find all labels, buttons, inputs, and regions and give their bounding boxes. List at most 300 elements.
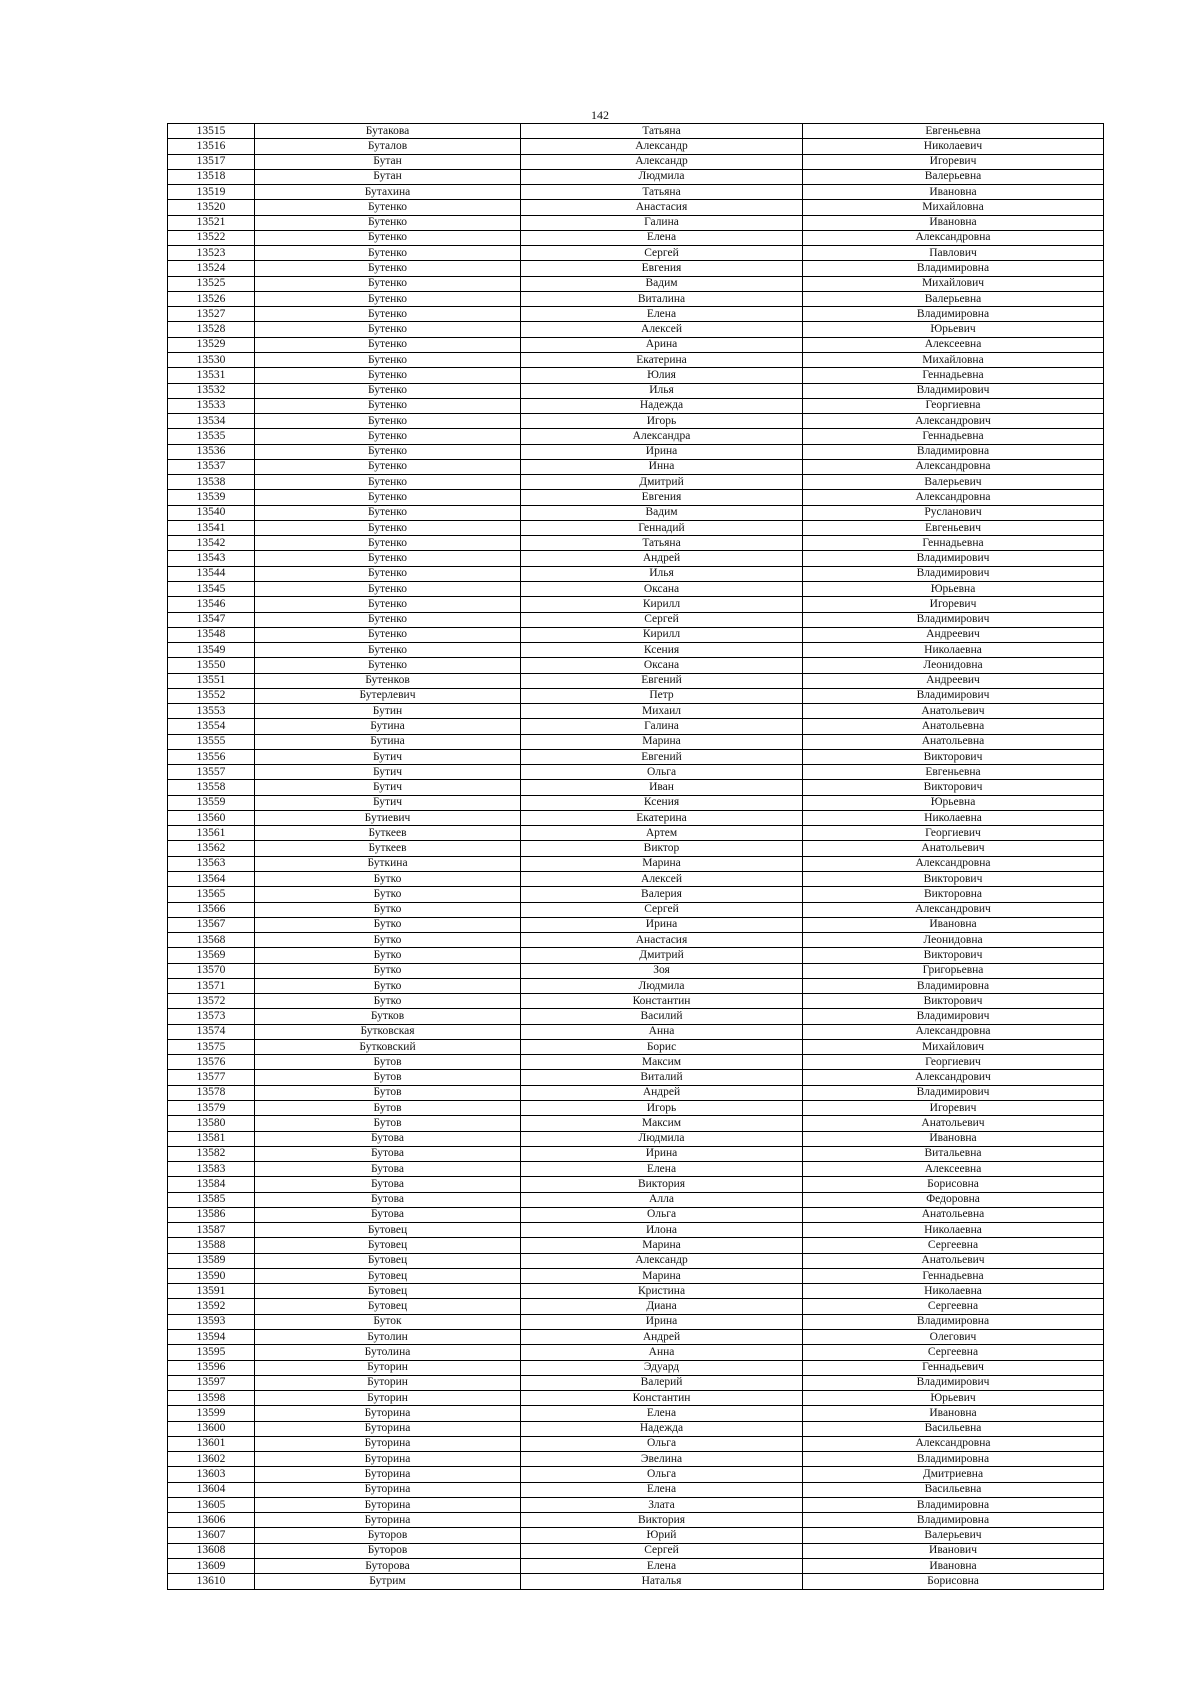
last-name-cell: Бутко	[255, 887, 521, 902]
last-name-cell: Бутенко	[255, 459, 521, 474]
last-name-cell: Бутовец	[255, 1238, 521, 1253]
first-name-cell: Кирилл	[521, 627, 803, 642]
row-number-cell: 13551	[168, 673, 255, 688]
row-number-cell: 13538	[168, 475, 255, 490]
table-row	[168, 810, 1104, 825]
patronymic-cell: Валерьевна	[803, 169, 1104, 184]
patronymic-cell: Викторович	[803, 780, 1104, 795]
table-row	[168, 887, 1104, 902]
table-row	[168, 139, 1104, 154]
last-name-cell: Бутенко	[255, 200, 521, 215]
row-number-cell: 13545	[168, 581, 255, 596]
last-name-cell: Бутенко	[255, 398, 521, 413]
patronymic-cell: Анатольевна	[803, 734, 1104, 749]
patronymic-cell: Валерьевна	[803, 291, 1104, 306]
table-row	[168, 1314, 1104, 1329]
first-name-cell: Игорь	[521, 1101, 803, 1116]
last-name-cell: Бутенко	[255, 230, 521, 245]
last-name-cell: Бутенко	[255, 215, 521, 230]
patronymic-cell: Владимировна	[803, 978, 1104, 993]
last-name-cell: Бутенко	[255, 276, 521, 291]
patronymic-cell: Владимирович	[803, 566, 1104, 581]
last-name-cell: Буторина	[255, 1452, 521, 1467]
patronymic-cell: Андреевич	[803, 627, 1104, 642]
row-number-cell: 13519	[168, 185, 255, 200]
table-row	[168, 643, 1104, 658]
table-row	[168, 581, 1104, 596]
first-name-cell: Сергей	[521, 612, 803, 627]
first-name-cell: Ольга	[521, 765, 803, 780]
first-name-cell: Анна	[521, 1345, 803, 1360]
row-number-cell: 13571	[168, 978, 255, 993]
row-number-cell: 13558	[168, 780, 255, 795]
first-name-cell: Эвелина	[521, 1452, 803, 1467]
table-row	[168, 780, 1104, 795]
last-name-cell: Бутенков	[255, 673, 521, 688]
row-number-cell: 13586	[168, 1207, 255, 1222]
last-name-cell: Бутенко	[255, 627, 521, 642]
row-number-cell: 13516	[168, 139, 255, 154]
patronymic-cell: Викторович	[803, 994, 1104, 1009]
patronymic-cell: Владимировна	[803, 444, 1104, 459]
patronymic-cell: Александровна	[803, 856, 1104, 871]
row-number-cell: 13540	[168, 505, 255, 520]
first-name-cell: Виктория	[521, 1513, 803, 1528]
table-row	[168, 734, 1104, 749]
first-name-cell: Ирина	[521, 1314, 803, 1329]
patronymic-cell: Ивановна	[803, 215, 1104, 230]
row-number-cell: 13593	[168, 1314, 255, 1329]
row-number-cell: 13560	[168, 810, 255, 825]
row-number-cell: 13562	[168, 841, 255, 856]
table-row	[168, 1284, 1104, 1299]
first-name-cell: Диана	[521, 1299, 803, 1314]
first-name-cell: Артем	[521, 826, 803, 841]
last-name-cell: Бутакова	[255, 124, 521, 139]
row-number-cell: 13561	[168, 826, 255, 841]
last-name-cell: Бутенко	[255, 612, 521, 627]
last-name-cell: Бутенко	[255, 368, 521, 383]
table-row	[168, 230, 1104, 245]
first-name-cell: Андрей	[521, 1329, 803, 1344]
last-name-cell: Бутан	[255, 169, 521, 184]
first-name-cell: Юлия	[521, 368, 803, 383]
table-row	[168, 398, 1104, 413]
patronymic-cell: Юрьевна	[803, 581, 1104, 596]
first-name-cell: Елена	[521, 230, 803, 245]
table-row	[168, 352, 1104, 367]
table-row	[168, 688, 1104, 703]
first-name-cell: Виктор	[521, 841, 803, 856]
table-row	[168, 1024, 1104, 1039]
last-name-cell: Бутова	[255, 1207, 521, 1222]
first-name-cell: Людмила	[521, 169, 803, 184]
row-number-cell: 13557	[168, 765, 255, 780]
first-name-cell: Анастасия	[521, 200, 803, 215]
row-number-cell: 13539	[168, 490, 255, 505]
row-number-cell: 13528	[168, 322, 255, 337]
patronymic-cell: Игоревич	[803, 1101, 1104, 1116]
first-name-cell: Ольга	[521, 1467, 803, 1482]
table-row	[168, 1070, 1104, 1085]
last-name-cell: Бутовец	[255, 1223, 521, 1238]
patronymic-cell: Георгиевич	[803, 826, 1104, 841]
last-name-cell: Буткина	[255, 856, 521, 871]
last-name-cell: Бутенко	[255, 383, 521, 398]
table-row	[168, 1558, 1104, 1573]
table-row	[168, 169, 1104, 184]
table-row	[168, 1039, 1104, 1054]
first-name-cell: Михаил	[521, 704, 803, 719]
row-number-cell: 13574	[168, 1024, 255, 1039]
first-name-cell: Зоя	[521, 963, 803, 978]
first-name-cell: Константин	[521, 994, 803, 1009]
patronymic-cell: Анатольевич	[803, 1253, 1104, 1268]
patronymic-cell: Михайловна	[803, 200, 1104, 215]
row-number-cell: 13559	[168, 795, 255, 810]
patronymic-cell: Леонидовна	[803, 933, 1104, 948]
row-number-cell: 13605	[168, 1497, 255, 1512]
first-name-cell: Ольга	[521, 1436, 803, 1451]
patronymic-cell: Викторович	[803, 872, 1104, 887]
table-row	[168, 1391, 1104, 1406]
page-number: 142	[591, 108, 609, 122]
last-name-cell: Бутенко	[255, 307, 521, 322]
patronymic-cell: Николаевич	[803, 139, 1104, 154]
patronymic-cell: Юрьевич	[803, 1391, 1104, 1406]
first-name-cell: Геннадий	[521, 520, 803, 535]
first-name-cell: Марина	[521, 856, 803, 871]
first-name-cell: Дмитрий	[521, 475, 803, 490]
first-name-cell: Евгения	[521, 261, 803, 276]
patronymic-cell: Игоревич	[803, 154, 1104, 169]
table-row	[168, 1055, 1104, 1070]
table-row	[168, 520, 1104, 535]
row-number-cell: 13576	[168, 1055, 255, 1070]
last-name-cell: Бутко	[255, 917, 521, 932]
row-number-cell: 13549	[168, 643, 255, 658]
last-name-cell: Бутерлевич	[255, 688, 521, 703]
first-name-cell: Алла	[521, 1192, 803, 1207]
first-name-cell: Арина	[521, 337, 803, 352]
first-name-cell: Елена	[521, 307, 803, 322]
first-name-cell: Виктория	[521, 1177, 803, 1192]
first-name-cell: Василий	[521, 1009, 803, 1024]
patronymic-cell: Валерьевич	[803, 475, 1104, 490]
last-name-cell: Буторова	[255, 1558, 521, 1573]
table-row	[168, 994, 1104, 1009]
first-name-cell: Илья	[521, 566, 803, 581]
table-row	[168, 1223, 1104, 1238]
row-number-cell: 13550	[168, 658, 255, 673]
row-number-cell: 13535	[168, 429, 255, 444]
table-row	[168, 246, 1104, 261]
row-number-cell: 13534	[168, 414, 255, 429]
row-number-cell: 13533	[168, 398, 255, 413]
table-row	[168, 383, 1104, 398]
last-name-cell: Буталов	[255, 139, 521, 154]
row-number-cell: 13595	[168, 1345, 255, 1360]
row-number-cell: 13543	[168, 551, 255, 566]
last-name-cell: Бутовец	[255, 1284, 521, 1299]
first-name-cell: Оксана	[521, 658, 803, 673]
table-row	[168, 261, 1104, 276]
table-row	[168, 933, 1104, 948]
first-name-cell: Кристина	[521, 1284, 803, 1299]
patronymic-cell: Александрович	[803, 414, 1104, 429]
row-number-cell: 13572	[168, 994, 255, 1009]
row-number-cell: 13607	[168, 1528, 255, 1543]
table-row	[168, 1482, 1104, 1497]
row-number-cell: 13575	[168, 1039, 255, 1054]
first-name-cell: Александра	[521, 429, 803, 444]
table-row	[168, 1253, 1104, 1268]
table-row	[168, 902, 1104, 917]
table-row	[168, 1162, 1104, 1177]
table-row	[168, 1375, 1104, 1390]
first-name-cell: Галина	[521, 215, 803, 230]
first-name-cell: Ксения	[521, 795, 803, 810]
last-name-cell: Бутко	[255, 872, 521, 887]
last-name-cell: Бутенко	[255, 551, 521, 566]
row-number-cell: 13589	[168, 1253, 255, 1268]
patronymic-cell: Николаевна	[803, 1223, 1104, 1238]
patronymic-cell: Викторовна	[803, 887, 1104, 902]
table-row	[168, 1528, 1104, 1543]
row-number-cell: 13537	[168, 459, 255, 474]
last-name-cell: Бутенко	[255, 581, 521, 596]
patronymic-cell: Ивановна	[803, 917, 1104, 932]
row-number-cell: 13578	[168, 1085, 255, 1100]
table-row	[168, 1146, 1104, 1161]
table-row	[168, 597, 1104, 612]
table-row	[168, 215, 1104, 230]
last-name-cell: Бутенко	[255, 352, 521, 367]
patronymic-cell: Александровна	[803, 1436, 1104, 1451]
patronymic-cell: Николаевна	[803, 1284, 1104, 1299]
patronymic-cell: Николаевна	[803, 643, 1104, 658]
last-name-cell: Бутова	[255, 1192, 521, 1207]
last-name-cell: Бутиевич	[255, 810, 521, 825]
first-name-cell: Валерий	[521, 1375, 803, 1390]
first-name-cell: Алексей	[521, 322, 803, 337]
row-number-cell: 13573	[168, 1009, 255, 1024]
last-name-cell: Бутов	[255, 1055, 521, 1070]
table-row	[168, 1421, 1104, 1436]
table-row	[168, 1299, 1104, 1314]
last-name-cell: Бутко	[255, 994, 521, 1009]
row-number-cell: 13547	[168, 612, 255, 627]
last-name-cell: Бутенко	[255, 322, 521, 337]
first-name-cell: Евгений	[521, 673, 803, 688]
patronymic-cell: Геннадьевна	[803, 429, 1104, 444]
row-number-cell: 13584	[168, 1177, 255, 1192]
patronymic-cell: Игоревич	[803, 597, 1104, 612]
row-number-cell: 13531	[168, 368, 255, 383]
patronymic-cell: Геннадьевна	[803, 368, 1104, 383]
row-number-cell: 13520	[168, 200, 255, 215]
first-name-cell: Сергей	[521, 902, 803, 917]
row-number-cell: 13568	[168, 933, 255, 948]
patronymic-cell: Евгеньевич	[803, 520, 1104, 535]
row-number-cell: 13582	[168, 1146, 255, 1161]
first-name-cell: Галина	[521, 719, 803, 734]
row-number-cell: 13517	[168, 154, 255, 169]
table-row	[168, 872, 1104, 887]
table-row	[168, 185, 1104, 200]
first-name-cell: Ксения	[521, 643, 803, 658]
table-row	[168, 200, 1104, 215]
first-name-cell: Сергей	[521, 246, 803, 261]
last-name-cell: Бутко	[255, 963, 521, 978]
last-name-cell: Бутина	[255, 734, 521, 749]
row-number-cell: 13602	[168, 1452, 255, 1467]
patronymic-cell: Алексеевна	[803, 337, 1104, 352]
table-row	[168, 1497, 1104, 1512]
last-name-cell: Бутова	[255, 1162, 521, 1177]
patronymic-cell: Витальевна	[803, 1146, 1104, 1161]
row-number-cell: 13583	[168, 1162, 255, 1177]
last-name-cell: Бутов	[255, 1070, 521, 1085]
last-name-cell: Буторина	[255, 1467, 521, 1482]
patronymic-cell: Александровна	[803, 230, 1104, 245]
patronymic-cell: Владимировна	[803, 1452, 1104, 1467]
patronymic-cell: Николаевна	[803, 810, 1104, 825]
last-name-cell: Бутенко	[255, 246, 521, 261]
first-name-cell: Людмила	[521, 1131, 803, 1146]
row-number-cell: 13541	[168, 520, 255, 535]
first-name-cell: Александр	[521, 154, 803, 169]
patronymic-cell: Иванович	[803, 1543, 1104, 1558]
row-number-cell: 13544	[168, 566, 255, 581]
patronymic-cell: Юрьевич	[803, 322, 1104, 337]
table-row	[168, 1268, 1104, 1283]
patronymic-cell: Павлович	[803, 246, 1104, 261]
last-name-cell: Буторов	[255, 1528, 521, 1543]
row-number-cell: 13569	[168, 948, 255, 963]
patronymic-cell: Сергеевна	[803, 1299, 1104, 1314]
last-name-cell: Бутахина	[255, 185, 521, 200]
first-name-cell: Елена	[521, 1558, 803, 1573]
patronymic-cell: Владимировна	[803, 307, 1104, 322]
last-name-cell: Буторина	[255, 1497, 521, 1512]
last-name-cell: Бутко	[255, 902, 521, 917]
table-row	[168, 749, 1104, 764]
first-name-cell: Дмитрий	[521, 948, 803, 963]
last-name-cell: Бутова	[255, 1177, 521, 1192]
first-name-cell: Евгения	[521, 490, 803, 505]
first-name-cell: Валерия	[521, 887, 803, 902]
first-name-cell: Евгений	[521, 749, 803, 764]
last-name-cell: Бутенко	[255, 520, 521, 535]
last-name-cell: Буторина	[255, 1482, 521, 1497]
first-name-cell: Игорь	[521, 414, 803, 429]
table-row	[168, 1238, 1104, 1253]
last-name-cell: Буток	[255, 1314, 521, 1329]
first-name-cell: Татьяна	[521, 536, 803, 551]
row-number-cell: 13518	[168, 169, 255, 184]
patronymic-cell: Владимирович	[803, 383, 1104, 398]
table-row	[168, 414, 1104, 429]
table-row	[168, 719, 1104, 734]
last-name-cell: Бутич	[255, 795, 521, 810]
last-name-cell: Бутенко	[255, 337, 521, 352]
last-name-cell: Бутенко	[255, 429, 521, 444]
row-number-cell: 13585	[168, 1192, 255, 1207]
row-number-cell: 13594	[168, 1329, 255, 1344]
first-name-cell: Илона	[521, 1223, 803, 1238]
first-name-cell: Екатерина	[521, 810, 803, 825]
last-name-cell: Буторов	[255, 1543, 521, 1558]
patronymic-cell: Георгиевич	[803, 1055, 1104, 1070]
table-row	[168, 856, 1104, 871]
last-name-cell: Бутенко	[255, 414, 521, 429]
row-number-cell: 13527	[168, 307, 255, 322]
last-name-cell: Бутенко	[255, 658, 521, 673]
last-name-cell: Бутич	[255, 780, 521, 795]
table-row	[168, 1452, 1104, 1467]
row-number-cell: 13552	[168, 688, 255, 703]
table-row	[168, 368, 1104, 383]
first-name-cell: Борис	[521, 1039, 803, 1054]
table-row	[168, 1009, 1104, 1024]
first-name-cell: Елена	[521, 1406, 803, 1421]
table-row	[168, 612, 1104, 627]
table-row	[168, 1192, 1104, 1207]
first-name-cell: Константин	[521, 1391, 803, 1406]
last-name-cell: Буторина	[255, 1513, 521, 1528]
first-name-cell: Кирилл	[521, 597, 803, 612]
row-number-cell: 13522	[168, 230, 255, 245]
row-number-cell: 13554	[168, 719, 255, 734]
table-row	[168, 444, 1104, 459]
last-name-cell: Бутенко	[255, 536, 521, 551]
patronymic-cell: Викторович	[803, 749, 1104, 764]
last-name-cell: Бутенко	[255, 475, 521, 490]
table-row	[168, 963, 1104, 978]
patronymic-cell: Владимирович	[803, 1085, 1104, 1100]
first-name-cell: Анастасия	[521, 933, 803, 948]
first-name-cell: Максим	[521, 1055, 803, 1070]
last-name-cell: Бутенко	[255, 566, 521, 581]
last-name-cell: Бутовец	[255, 1299, 521, 1314]
last-name-cell: Бутан	[255, 154, 521, 169]
first-name-cell: Людмила	[521, 978, 803, 993]
row-number-cell: 13536	[168, 444, 255, 459]
patronymic-cell: Сергеевна	[803, 1345, 1104, 1360]
table-row	[168, 322, 1104, 337]
table-row	[168, 826, 1104, 841]
row-number-cell: 13564	[168, 872, 255, 887]
last-name-cell: Бутко	[255, 978, 521, 993]
patronymic-cell: Русланович	[803, 505, 1104, 520]
last-name-cell: Бутов	[255, 1116, 521, 1131]
row-number-cell: 13521	[168, 215, 255, 230]
first-name-cell: Сергей	[521, 1543, 803, 1558]
row-number-cell: 13532	[168, 383, 255, 398]
row-number-cell: 13556	[168, 749, 255, 764]
last-name-cell: Бутова	[255, 1131, 521, 1146]
patronymic-cell: Владимирович	[803, 612, 1104, 627]
last-name-cell: Бутенко	[255, 444, 521, 459]
patronymic-cell: Ивановна	[803, 1406, 1104, 1421]
last-name-cell: Бутенко	[255, 505, 521, 520]
table-row	[168, 429, 1104, 444]
row-number-cell: 13597	[168, 1375, 255, 1390]
patronymic-cell: Владимировна	[803, 1513, 1104, 1528]
first-name-cell: Вадим	[521, 276, 803, 291]
patronymic-cell: Федоровна	[803, 1192, 1104, 1207]
